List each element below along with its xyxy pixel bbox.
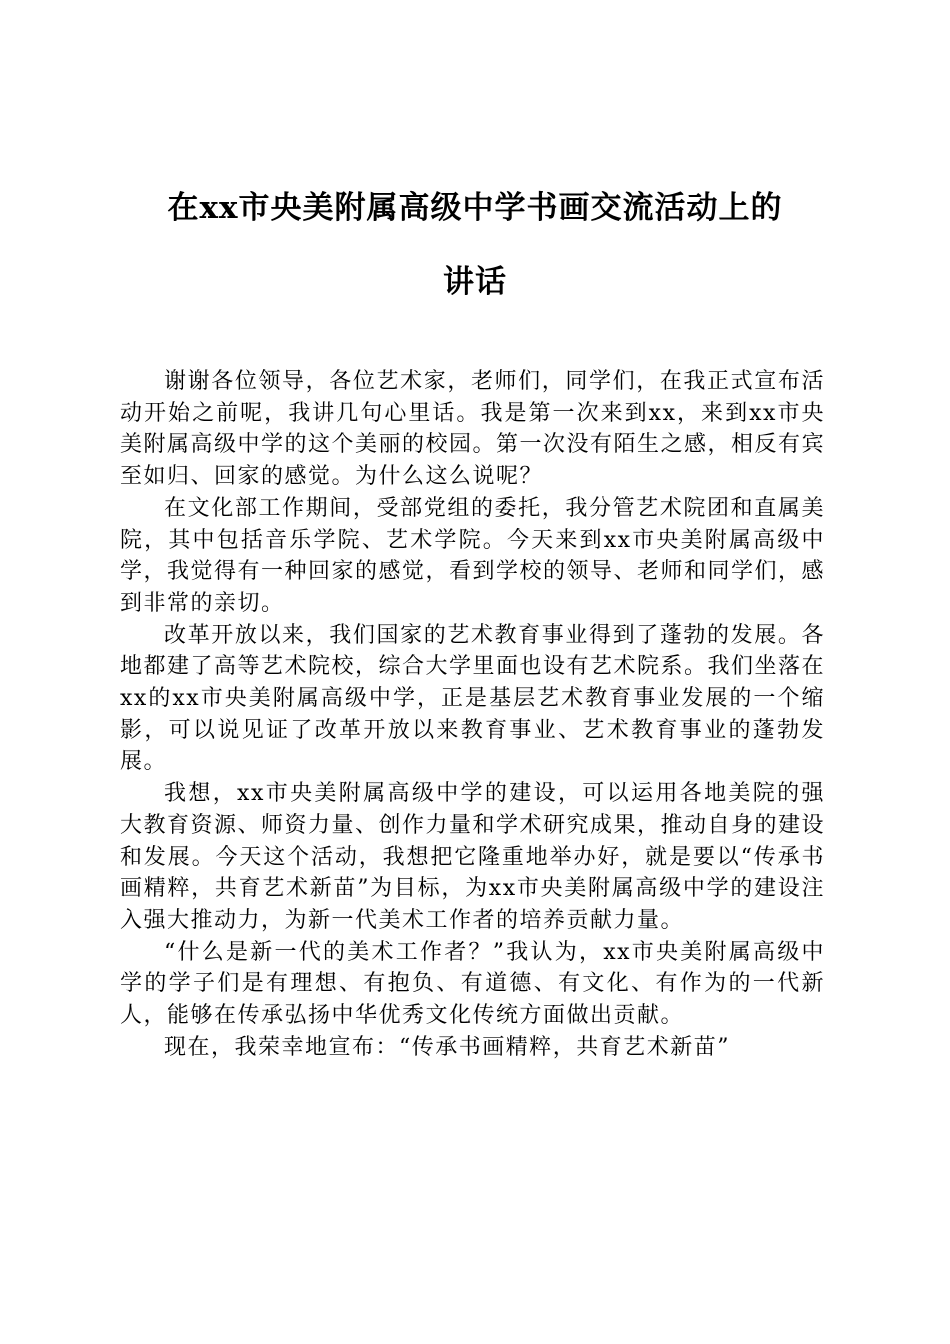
paragraph-6: 现在，我荣幸地宣布：“传承书画精粹，共育艺术新苗” xyxy=(164,1034,730,1060)
paragraph-1: 谢谢各位领导，各位艺术家，老师们，同学们，在我正式宣布活动开始之前呢，我讲几句心里话。我是第一次来到xx，来到xx市央美附属高级中学的这个美丽的校园。第一次没有陌生之感，相反有宾至如归、回家的感觉。为什么这么说呢？ xyxy=(120,369,826,490)
paragraph-2: 在文化部工作期间，受部党组的委托，我分管艺术院团和直属美院，其中包括音乐学院、艺术学院。今天来到xx市央美附属高级中学，我觉得有一种回家的感觉，看到学校的领导、老师和同学们，感到非常的亲切。 xyxy=(120,495,826,616)
paragraph-3: 改革开放以来，我们国家的艺术教育事业得到了蓬勃的发展。各地都建了高等艺术院校，综合大学里面也设有艺术院系。我们坐落在xx的xx市央美附属高级中学，正是基层艺术教育事业发展的一个缩影，可以说见证了改革开放以来教育事业、艺术教育事业的蓬勃发展。 xyxy=(120,622,826,775)
document-title xyxy=(100,190,850,300)
paragraph-4: 我想，xx市央美附属高级中学的建设，可以运用各地美院的强大教育资源、师资力量、创作力量和学术研究成果，推动自身的建设和发展。今天这个活动，我想把它隆重地举办好，就是要以“传承书画精粹，共育艺术新苗”为目标，为xx市央美附属高级中学的建设注入强大推动力，为新一代美术工作者的培养贡献力量。 xyxy=(120,781,826,933)
title-line-1: 在xx市央美附属高级中学书画交流活动上的 xyxy=(167,190,783,226)
paragraph-5: “什么是新一代的美术工作者？”我认为，xx市央美附属高级中学的学子们是有理想、有抱负、有道德、有文化、有作为的一代新人，能够在传承弘扬中华优秀文化传统方面做出贡献。 xyxy=(120,939,825,1029)
title-line-2: 讲话 xyxy=(443,264,507,300)
document-body xyxy=(120,366,825,1063)
